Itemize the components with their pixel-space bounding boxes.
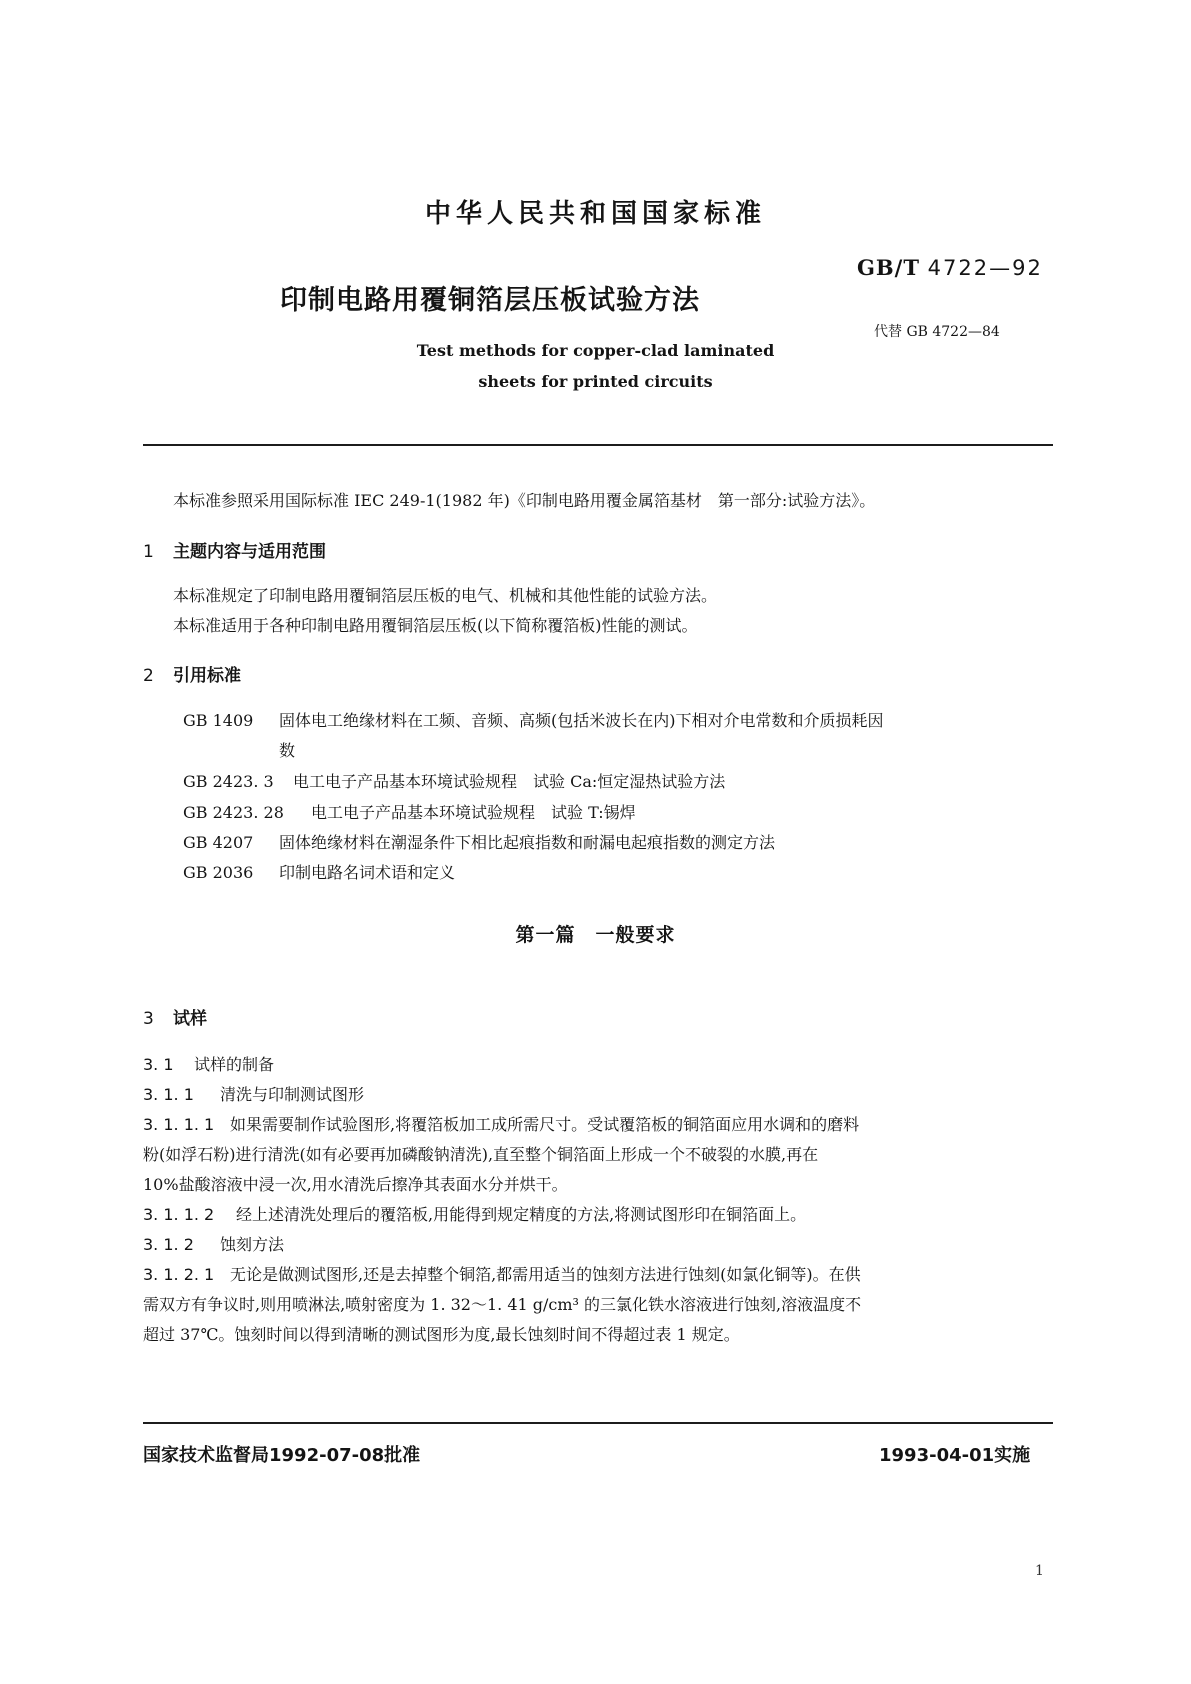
reference-item — [183, 860, 455, 883]
clause-3-1-1-1-line2: 粉(如浮石粉)进行清洗(如有必要再加磷酸钠清洗),直至整个铜箔面上形成一个不破裂的水膜,再在 — [143, 1145, 819, 1164]
section-number: 3 — [143, 1009, 154, 1029]
clause-text: 无论是做测试图形,还是去掉整个铜箔,都需用适当的蚀刻方法进行蚀刻(如氯化铜等)。在供 — [230, 1265, 861, 1284]
part-title: 第一篇 一般要求 — [515, 924, 676, 946]
reference-code: GB 1409 — [183, 711, 254, 730]
reference-title: 固体绝缘材料在潮湿条件下相比起痕指数和耐漏电起痕指数的测定方法 — [279, 833, 776, 852]
section-title: 引用标准 — [173, 666, 241, 686]
reference-title: 印制电路名词术语和定义 — [279, 863, 456, 882]
reference-title-continued: 数 — [279, 741, 296, 760]
subsection-number: 3. 1. 1 — [143, 1085, 194, 1104]
reference-title: 电工电子产品基本环境试验规程 试验 T:锡焊 — [311, 803, 636, 822]
intro-paragraph: 本标准参照采用国际标准 IEC 249-1(1982 年)《印制电路用覆金属箔基材 第一部分:试验方法》。 — [173, 491, 876, 510]
section-title: 试样 — [173, 1009, 207, 1029]
reference-code: GB 2423. 3 — [183, 772, 274, 791]
section-title: 主题内容与适用范围 — [173, 542, 326, 562]
subsection-number: 3. 1 — [143, 1055, 174, 1074]
section-1-heading — [143, 537, 326, 562]
reference-title: 固体电工绝缘材料在工频、音频、高频(包括米波长在内)下相对介电常数和介质损耗因 — [279, 711, 884, 730]
footer-divider — [143, 1422, 1053, 1424]
reference-item — [183, 769, 725, 792]
section-number: 1 — [143, 542, 154, 562]
standard-number — [857, 255, 1043, 280]
standard-code: 4722—92 — [927, 256, 1043, 280]
reference-item — [183, 800, 636, 823]
section-2-heading — [143, 661, 241, 686]
clause-3-1-1-2 — [143, 1202, 806, 1225]
clause-3-1-1-1-line1 — [143, 1112, 859, 1135]
reference-code: GB 4207 — [183, 833, 254, 852]
subsection-3-1-1 — [143, 1082, 364, 1105]
clause-3-1-1-1-line3: 10%盐酸溶液中浸一次,用水清洗后擦净其表面水分并烘干。 — [143, 1175, 568, 1194]
subsection-number: 3. 1. 2 — [143, 1235, 194, 1254]
approval-date: 国家技术监督局1992-07-08批准 — [143, 1445, 421, 1466]
subsection-title: 试样的制备 — [194, 1055, 275, 1074]
clause-text: 如果需要制作试验图形,将覆箔板加工成所需尺寸。受试覆箔板的铜箔面应用水调和的磨料 — [230, 1115, 860, 1134]
section-1-para-2: 本标准适用于各种印制电路用覆铜箔层压板(以下简称覆箔板)性能的测试。 — [173, 616, 698, 635]
effective-date: 1993-04-01实施 — [879, 1445, 1031, 1466]
subsection-3-1-2 — [143, 1232, 284, 1255]
clause-number: 3. 1. 2. 1 — [143, 1265, 215, 1284]
document-title-en-line2: sheets for printed circuits — [478, 372, 713, 391]
section-3-heading — [143, 1004, 207, 1029]
reference-item — [183, 708, 884, 731]
clause-number: 3. 1. 1. 2 — [143, 1205, 215, 1224]
reference-code: GB 2423. 28 — [183, 803, 284, 822]
standard-prefix: GB/T — [857, 255, 920, 280]
subsection-3-1 — [143, 1052, 274, 1075]
replaces-standard: 代替 GB 4722—84 — [874, 324, 1000, 340]
section-number: 2 — [143, 666, 154, 686]
page-number: 1 — [1035, 1563, 1044, 1579]
section-1-para-1: 本标准规定了印制电路用覆铜箔层压板的电气、机械和其他性能的试验方法。 — [173, 586, 718, 605]
header-divider — [143, 444, 1053, 446]
national-standard-title: 中华人民共和国国家标准 — [424, 199, 766, 229]
document-title-en-line1: Test methods for copper-clad laminated — [416, 341, 775, 360]
clause-3-1-2-1-line3: 超过 37℃。蚀刻时间以得到清晰的测试图形为度,最长蚀刻时间不得超过表 1 规定。 — [143, 1325, 740, 1344]
reference-item — [183, 830, 775, 853]
clause-3-1-2-1-line2: 需双方有争议时,则用喷淋法,喷射密度为 1. 32～1. 41 g/cm³ 的三氯化铁水溶液进行蚀刻,溶液温度不 — [143, 1295, 862, 1314]
document-title-cn: 印制电路用覆铜箔层压板试验方法 — [280, 285, 700, 316]
reference-title: 电工电子产品基本环境试验规程 试验 Ca:恒定湿热试验方法 — [293, 772, 726, 791]
reference-code: GB 2036 — [183, 863, 254, 882]
clause-3-1-2-1-line1 — [143, 1262, 861, 1285]
clause-number: 3. 1. 1. 1 — [143, 1115, 215, 1134]
subsection-title: 清洗与印制测试图形 — [220, 1085, 365, 1104]
clause-text: 经上述清洗处理后的覆箔板,用能得到规定精度的方法,将测试图形印在铜箔面上。 — [236, 1205, 807, 1224]
subsection-title: 蚀刻方法 — [220, 1235, 285, 1254]
